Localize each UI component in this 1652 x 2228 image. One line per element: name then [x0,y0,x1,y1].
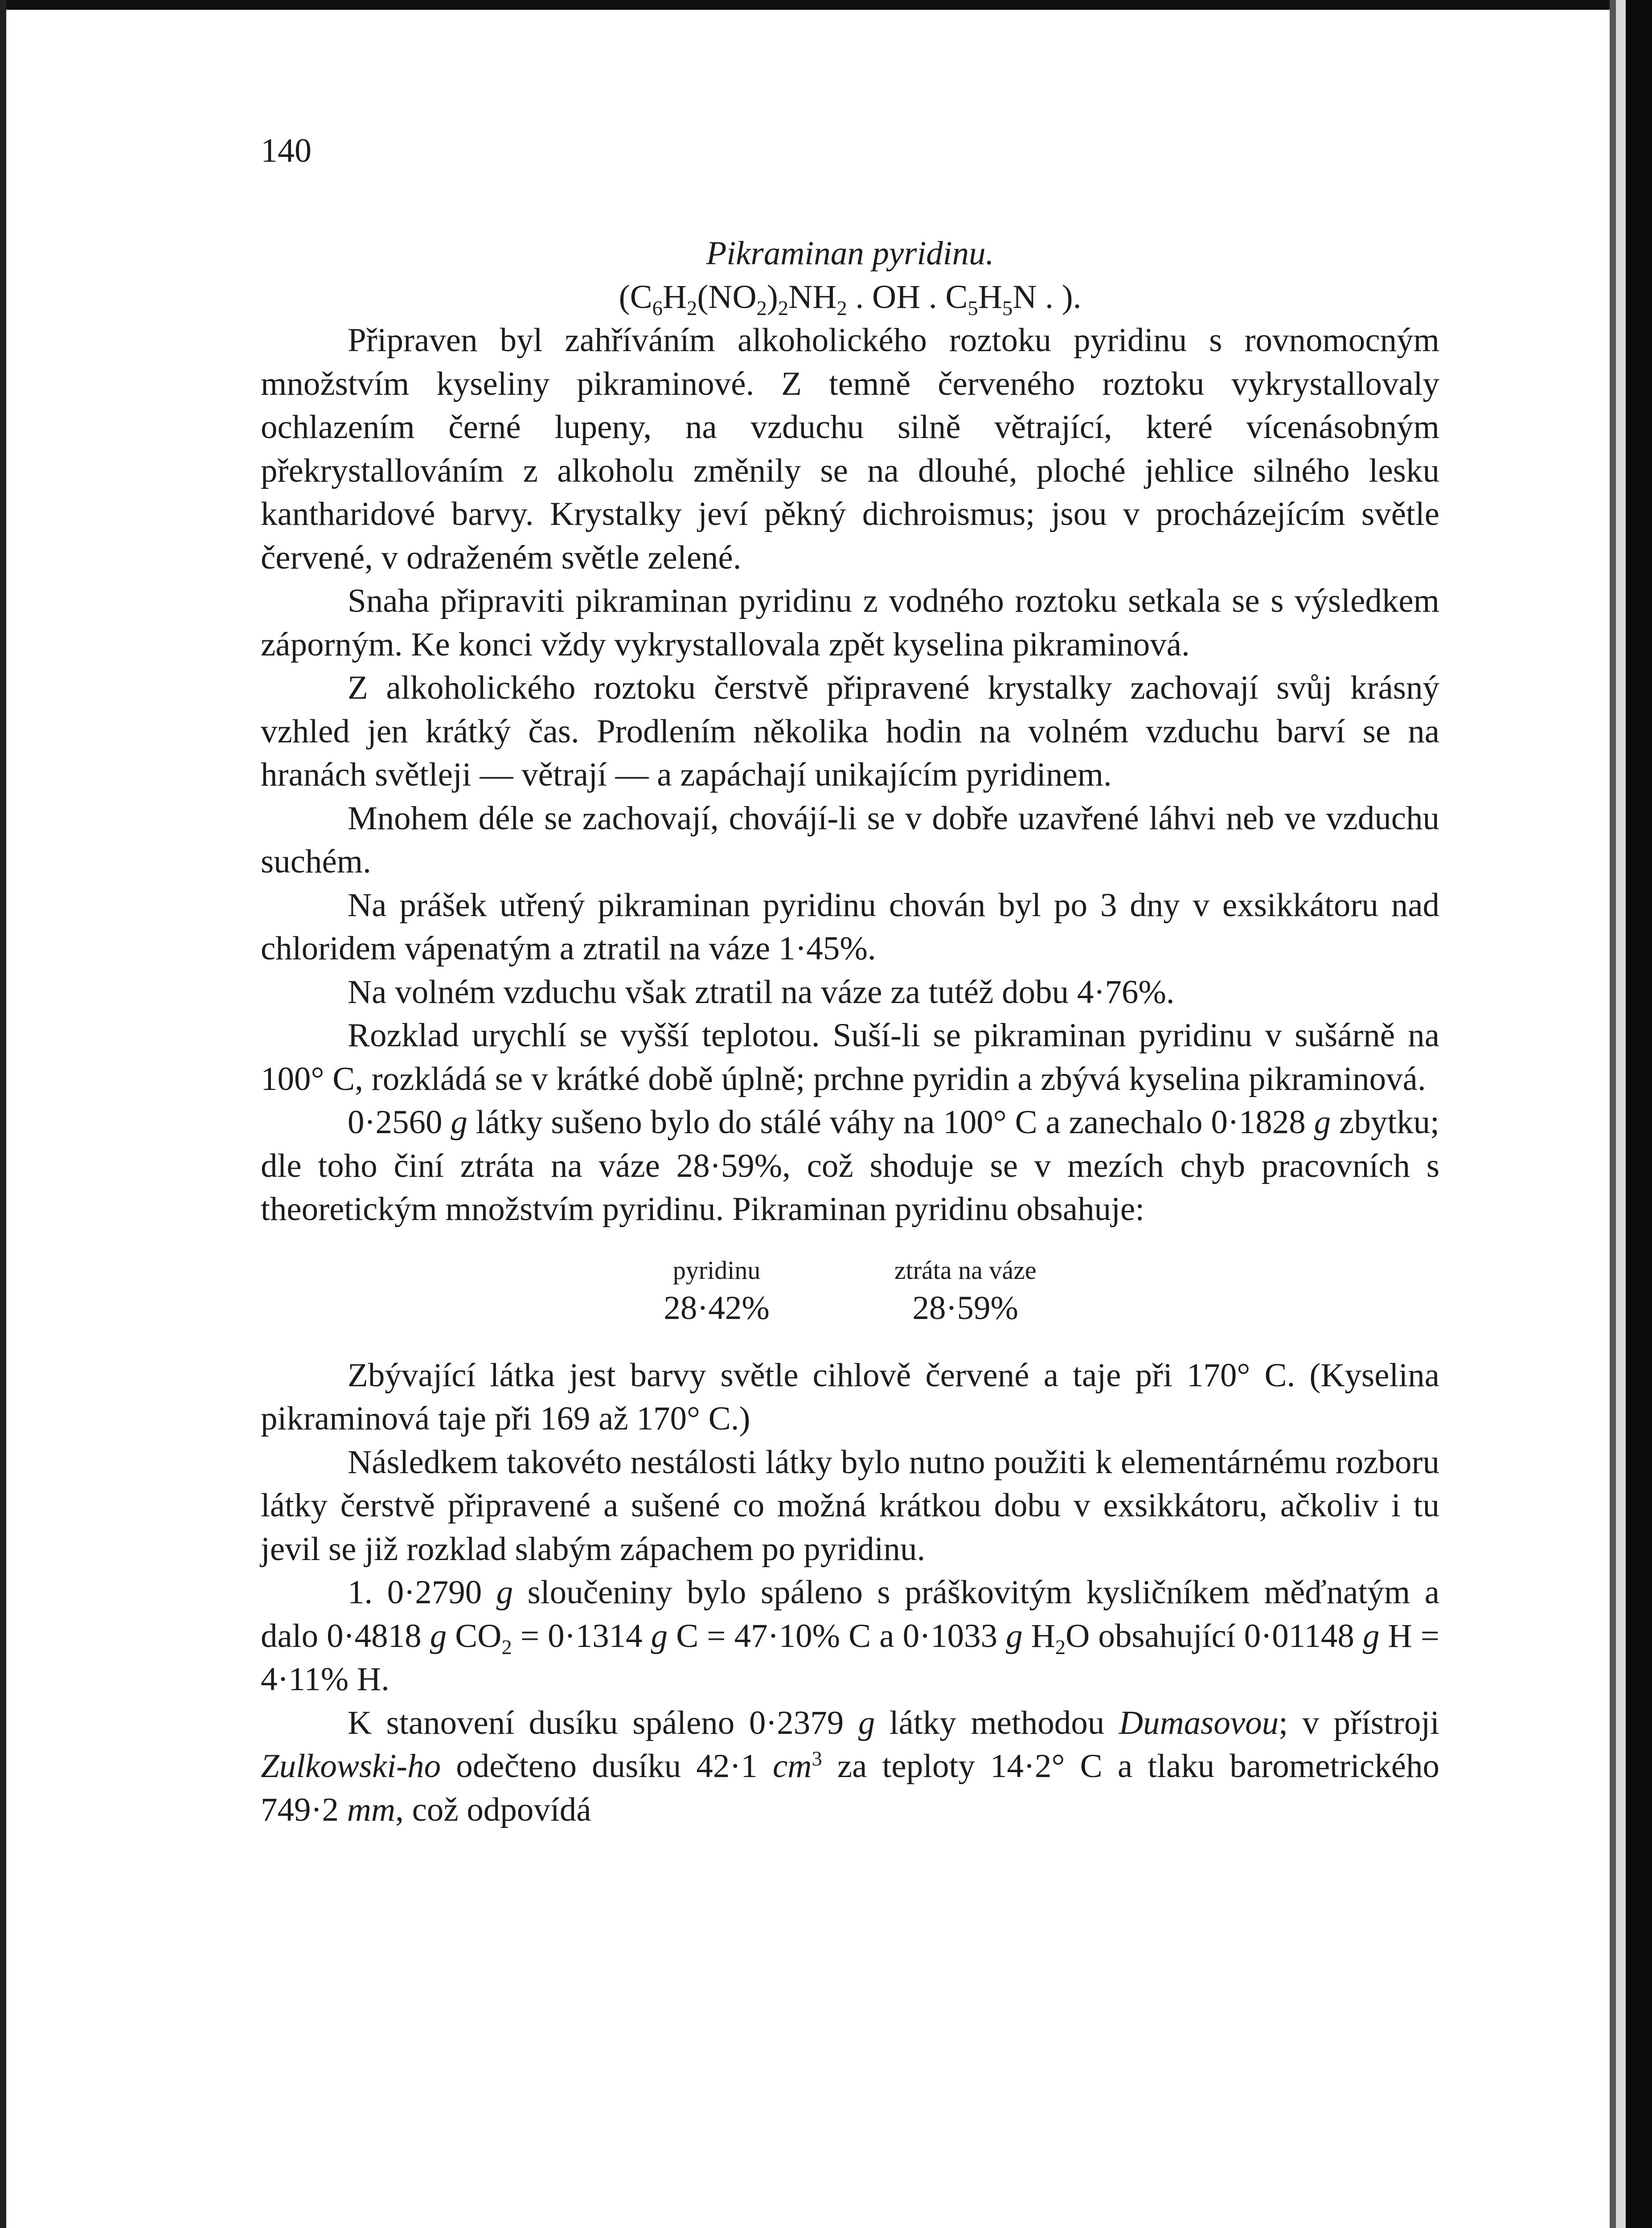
section-title: Pikraminan pyridinu. [706,235,994,272]
paragraph-weight-loss: 0·2560 g látky sušeno bylo do stálé váhy na 100° C a zanechalo 0·1828 g zbytku; dle toho činí ztráta na váze 28·59%, což shoduje se v mezích chyb pracovních s theoretickým množstvím pyridinu. Pikraminan pyridinu obsahuje: [261,1104,1440,1228]
paragraph-residue: Zbývající látka jest barvy světle cihlově červené a taje při 170° C. (Kyselina pikraminová taje při 169 až 170° C.) [261,1356,1439,1437]
paragraph-stability: Z alkoholického roztoku čerstvě připravené krystalky zachovají svůj krásný vzhled jen krátký čas. Prodlením několika hodin na volném vzduchu barví se na hranách světleji — větrají — a zapáchají unikajícím pyridinem. [261,669,1439,793]
results-value: 28·59% [912,1289,1018,1327]
paragraph-nitrogen: K stanovení dusíku spáleno 0·2379 g látky methodou Dumasovou; v přístroji Zulkowski-ho odečteno dusíku 42·1 $cm^3$ za teploty 14·2° C a tlaku barometrického 749·2 mm, což odpovídá [261,1704,1440,1828]
scan-border-right [1626,0,1652,2228]
paragraph-heating: Rozklad urychlí se vyšší teplotou. Suší-li se pikraminan pyridinu v sušárně na 100° C, rozkládá se v krátké době úplně; prchne pyridin a zbývá kyselina pikraminová. [261,1017,1439,1098]
paragraph-preparation: Připraven byl zahříváním alkoholického roztoku pyridinu s rovnomocným množstvím kyseliny pikraminové. Z temně červeného roztoku vykrystallovaly ochlazením černé lupeny, na vzduchu silně větrající, které vícenásobným překrystallováním z alkoholu změnily se na dlouhé, ploché jehlice silného lesku kantharidové barvy. Krystalky jeví pěkný dichroismus; jsou v procházejícím světle červené, v odraženém světle zelené. [261,322,1439,576]
scan-border-right-gray [1616,0,1626,2228]
results-header: pyridinu [672,1255,761,1285]
text-column [261,232,1439,1831]
results-column-pyridine [664,1253,769,1329]
results-value: 28·42% [664,1289,770,1327]
scan-border-right-inner [1610,0,1616,2228]
paragraph-aqueous-attempt: Snaha připraviti pikraminan pyridinu z vodného roztoku setkala se s výsledkem záporným. Ke konci vždy vykrystallovala zpět kyselina pikraminová. [261,582,1439,663]
paragraph-desiccator-loss: Na prášek utřený pikraminan pyridinu chován byl po 3 dny v exsikkátoru nad chloridem vápenatým a ztratil na váze 1·45%. [261,886,1439,967]
paragraph-analysis-note: Následkem takovéto nestálosti látky bylo nutno použiti k elementárnému rozboru látky čerstvě připravené a sušené co možná krátkou dobu v exsikkátoru, ačkoliv i tu jevil se již rozklad slabým zápachem po pyridinu. [261,1443,1439,1568]
chemical-formula: ($C_6H_2(NO_2)_2NH_2$ . OH . $C_5H_5N$ . ). [619,278,1082,320]
results-header: ztráta na váze [894,1255,1037,1285]
paragraph-combustion: 1. 0·2790 g sloučeniny bylo spáleno s práškovitým kysličníkem měďnatým a dalo 0·4818 g $CO_2 = 0\cdot 1314$ g C = 47·10% C a 0·1033 g $H_2O$ obsahující 0·01148 g H = 4·11% H. [261,1574,1440,1698]
results-table [261,1253,1439,1329]
page-number: 140 [261,132,312,169]
results-column-weight-loss [894,1253,1037,1329]
paragraph-storage: Mnohem déle se zachovají, chovájí-li se v dobře uzavřené láhvi neb ve vzduchu suchém. [261,799,1439,880]
paragraph-air-loss: Na volném vzduchu však ztratil na váze za tutéž dobu 4·76%. [348,973,1175,1011]
